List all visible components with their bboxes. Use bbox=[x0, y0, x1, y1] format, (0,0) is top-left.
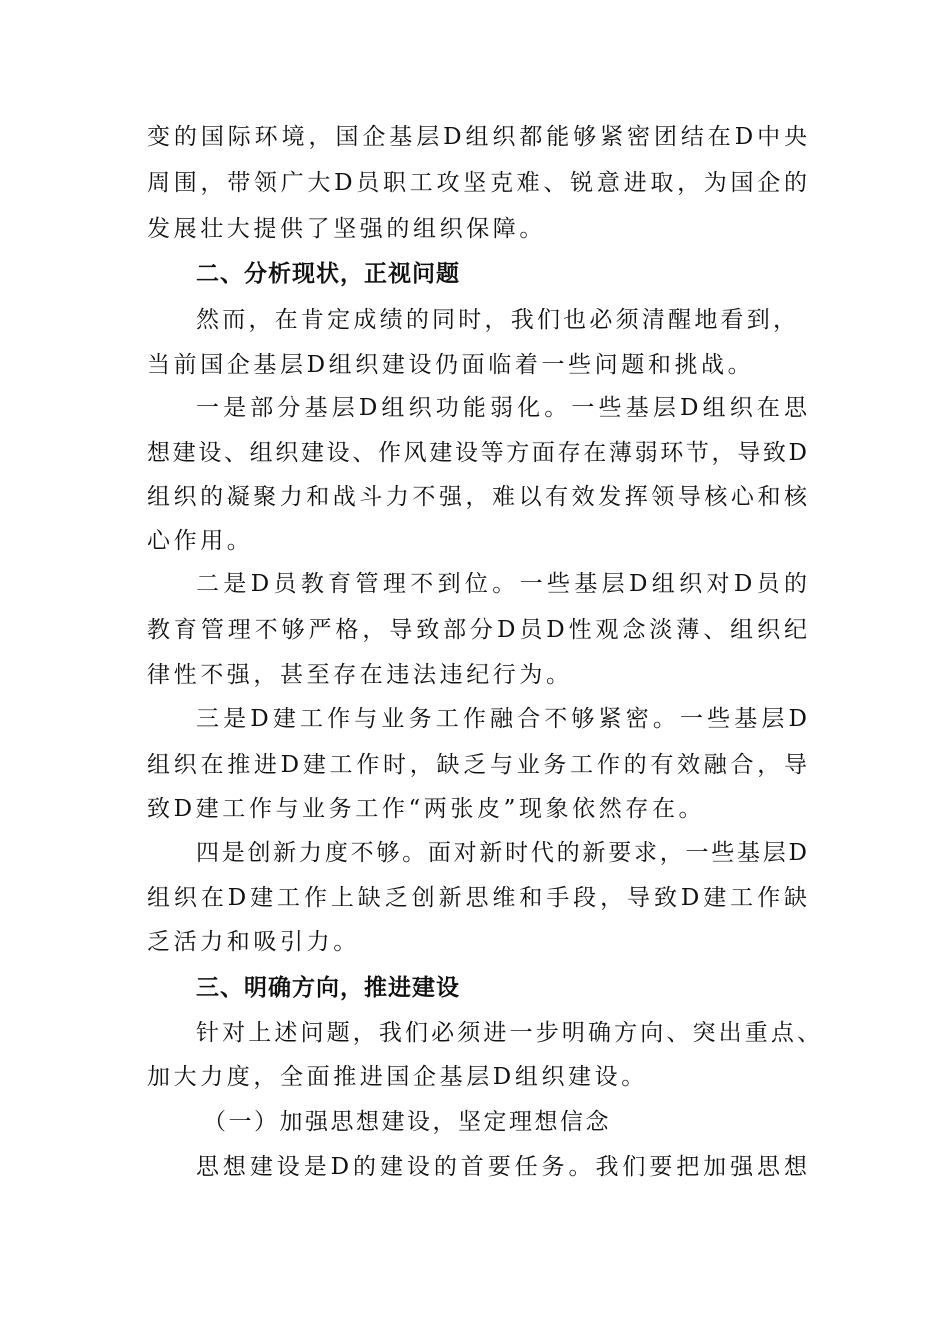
paragraph-line: 周围，带领广大D员职工攻坚克难、锐意进取，为国企的 bbox=[147, 170, 807, 196]
paragraph-line: 变的国际环境，国企基层D组织都能够紧密团结在D中央 bbox=[147, 124, 807, 150]
section-heading: 二、分析现状，正视问题 bbox=[196, 261, 460, 287]
paragraph-line: 致D建工作与业务工作“两张皮”现象依然存在。 bbox=[147, 796, 706, 822]
paragraph-line: 一是部分基层D组织功能弱化。一些基层D组织在思 bbox=[196, 395, 807, 421]
section-heading: 三、明确方向，推进建设 bbox=[196, 975, 460, 1001]
paragraph-line: 乏活力和吸引力。 bbox=[147, 929, 360, 955]
paragraph-line: 加大力度，全面推进国企基层D组织建设。 bbox=[147, 1064, 648, 1090]
paragraph-line: 组织在D建工作上缺乏创新思维和手段，导致D建工作缺 bbox=[147, 885, 807, 911]
paragraph-line: 针对上述问题，我们必须进一步明确方向、突出重点、 bbox=[196, 1020, 820, 1046]
paragraph-line: 教育管理不够严格，导致部分D员D性观念淡薄、组织纪 bbox=[147, 617, 807, 643]
paragraph-line: 当前国企基层D组织建设仍面临着一些问题和挑战。 bbox=[147, 352, 755, 378]
paragraph-line: 组织在推进D建工作时，缺乏与业务工作的有效融合，导 bbox=[147, 752, 807, 778]
paragraph-line: 发展壮大提供了坚强的组织保障。 bbox=[147, 216, 546, 242]
paragraph-line: 心作用。 bbox=[147, 528, 254, 554]
paragraph-line: 思想建设是D的建设的首要任务。我们要把加强思想 bbox=[196, 1154, 807, 1180]
paragraph-line: 四是创新力度不够。面对新时代的新要求，一些基层D bbox=[196, 840, 807, 866]
paragraph-line: 三是D建工作与业务工作融合不够紧密。一些基层D bbox=[196, 706, 807, 732]
paragraph-line: 然而，在肯定成绩的同时，我们也必须清醒地看到， bbox=[196, 307, 796, 333]
subsection-heading: （一）加强思想建设，坚定理想信念 bbox=[203, 1109, 611, 1135]
paragraph-line: 二是D员教育管理不到位。一些基层D组织对D员的 bbox=[196, 571, 807, 597]
paragraph-line: 律性不强，甚至存在违法违纪行为。 bbox=[147, 662, 573, 688]
paragraph-line: 想建设、组织建设、作风建设等方面存在薄弱环节，导致D bbox=[147, 440, 807, 466]
paragraph-line: 组织的凝聚力和战斗力不强，难以有效发挥领导核心和核 bbox=[147, 484, 807, 510]
